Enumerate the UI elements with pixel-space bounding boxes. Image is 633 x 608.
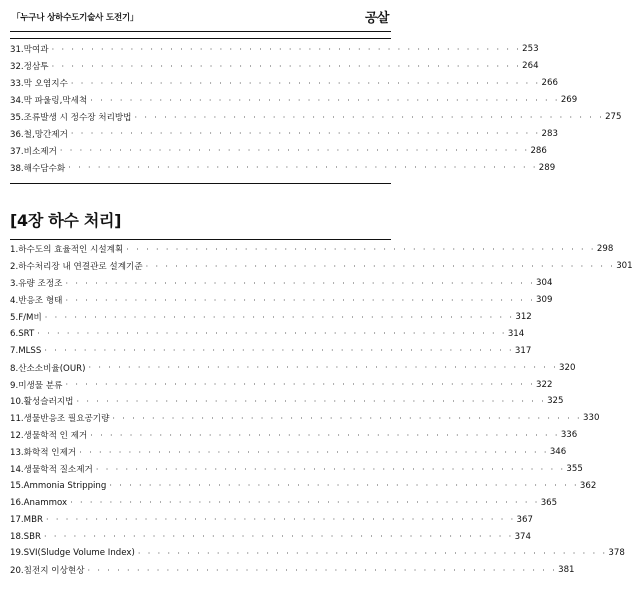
toc-page-number: 309: [536, 295, 553, 306]
toc-page-number: 275: [605, 112, 622, 122]
dot-leader: · · · · · · · · · · · · · · · · · · · · · · · · · · · · · · · · · · · · · · · · · · · · · · · ·: [87, 565, 558, 575]
toc-page-number: 336: [560, 430, 578, 441]
toc-page-number: 378: [608, 548, 625, 559]
toc-entry[interactable]: [10, 75, 558, 92]
toc-page-number: 365: [540, 497, 558, 508]
toc-entry[interactable]: [10, 393, 564, 410]
toc-page-number: 330: [583, 413, 600, 424]
dot-leader: · · · · · · · · · · · · · · · · · · · · · · · · · · · · · · · · · · · · · · · · · · · · · · · ·: [70, 78, 541, 88]
toc-entry[interactable]: [10, 41, 539, 58]
dot-leader: · · · · · · · · · · · · · · · · · · · · · · · · · · · · · · · · · · · · · · · · · · · · · · · ·: [68, 163, 538, 173]
toc-page-number: 304: [536, 278, 553, 289]
header-rule: [10, 31, 391, 32]
toc-entry-title: 33.막 오염지수: [10, 79, 68, 90]
dot-leader: · · · · · · · · · · · · · · · · · · · · · · · · · · · · · · · · · · · · · · · · · · · · · · · ·: [65, 278, 536, 288]
dot-leader: · · · · · · · · · · · · · · · · · · · · · · · · · · · · · · · · · · · · · · · · · · · · · · · ·: [45, 515, 516, 525]
toc-page-number: 301: [616, 261, 633, 272]
dot-leader: · · · · · · · · · · · · · · · · · · · · · · · · · · · · · · · · · · · · · · · · · · · · · · · ·: [90, 95, 560, 105]
toc-entry[interactable]: [10, 58, 539, 75]
toc-page-number: 283: [541, 128, 558, 139]
dot-leader: · · · · · · · · · · · · · · · · · · · · · · · · · · · · · · · · · · · · · · · · · · · · · · · ·: [44, 312, 515, 322]
toc-entry[interactable]: [10, 159, 556, 176]
dot-leader: · · · · · · · · · · · · · · · · · · · · · · · · · · · · · · · · · · · · · · · · · · · · · · · ·: [134, 112, 605, 122]
toc-entry[interactable]: [10, 142, 547, 159]
dot-leader: · · · · · · · · · · · · · · · · · · · · · · · · · · · · · · · · · · · · · · · · · · · · · · · ·: [70, 498, 540, 508]
dot-leader: · · · · · · · · · · · · · · · · · · · · · · · · · · · · · · · · · · · · · · · · · · · · · · · ·: [65, 380, 536, 390]
toc-entry[interactable]: [10, 292, 553, 309]
toc-page-number: 362: [579, 480, 597, 491]
toc-entry-title: 2.하수처리장 내 연결관로 설계기준: [10, 262, 143, 273]
page-header: [10, 10, 391, 26]
toc-entry-title: 7.MLSS: [10, 345, 42, 356]
toc-entry[interactable]: [10, 461, 583, 478]
toc-entry[interactable]: [10, 275, 553, 292]
dot-leader: · · · · · · · · · · · · · · · · · · · · · · · · · · · · · · · · · · · · · · · · · · · · · · · ·: [126, 244, 596, 254]
toc-entry-title: 10.활성슬러지법: [10, 397, 74, 408]
toc-page-number: 346: [549, 447, 567, 458]
toc-page-number: 298: [596, 244, 614, 255]
dot-leader: · · · · · · · · · · · · · · · · · · · · · · · · · · · · · · · · · · · · · · · · · · · · · · · ·: [70, 129, 541, 139]
toc-entry[interactable]: [10, 258, 633, 275]
toc-entry-title: 38.해수담수화: [10, 163, 66, 174]
toc-page-number: 322: [536, 379, 553, 390]
toc-entry-title: 20.침전지 이상현상: [10, 566, 85, 577]
dot-leader: · · · · · · · · · · · · · · · · · · · · · · · · · · · · · · · · · · · · · · · · · · · · · · · ·: [88, 363, 559, 373]
dot-leader: · · · · · · · · · · · · · · · · · · · · · · · · · · · · · · · · · · · · · · · · · · · · · · · ·: [79, 447, 549, 457]
section-bottom-rule: [10, 183, 391, 184]
dot-leader: · · · · · · · · · · · · · · · · · · · · · · · · · · · · · · · · · · · · · · · · · · · · · · · ·: [44, 532, 514, 542]
toc-entry[interactable]: [10, 528, 531, 545]
toc-entry-title: 14.생물학적 질소제거: [10, 465, 93, 476]
toc-entry-title: 19.SVI(Sludge Volume Index): [10, 548, 135, 559]
toc-entry-title: 17.MBR: [10, 514, 43, 525]
toc-entry[interactable]: [10, 359, 576, 376]
toc-entry[interactable]: [10, 241, 614, 258]
toc-entry-title: 3.유량 조정조: [10, 279, 63, 290]
dot-leader: · · · · · · · · · · · · · · · · · · · · · · · · · · · · · · · · · · · · · · · · · · · · · · · ·: [145, 261, 616, 271]
publisher-logo: 공살: [364, 11, 389, 26]
toc-entry[interactable]: [10, 545, 625, 562]
toc-entry-title: 36.철,망간제거: [10, 129, 68, 140]
toc-page-number: 320: [559, 362, 576, 373]
toc-entry-title: 12.생물학적 인 제거: [10, 431, 88, 442]
toc-entry-title: 18.SBR: [10, 531, 41, 542]
toc-entry-title: 11.생물반응조 필요공기량: [10, 414, 110, 425]
toc-entry[interactable]: [10, 309, 532, 326]
dot-leader: · · · · · · · · · · · · · · · · · · · · · · · · · · · · · · · · · · · · · · · · · · · · · · · ·: [51, 44, 522, 54]
toc-entry-title: 1.하수도의 효율적인 시설계획: [10, 245, 124, 256]
toc-entry[interactable]: [10, 109, 622, 126]
dot-leader: · · · · · · · · · · · · · · · · · · · · · · · · · · · · · · · · · · · · · · · · · · · · · · · ·: [95, 464, 566, 474]
toc-page-number: 374: [514, 531, 531, 542]
toc-page-number: 355: [566, 464, 583, 475]
toc-entry-title: 35.조류발생 시 정수장 처리방법: [10, 113, 132, 123]
dot-leader: · · · · · · · · · · · · · · · · · · · · · · · · · · · · · · · · · · · · · · · · · · · · · · · ·: [76, 396, 547, 406]
book-title: 「누구나 상하수도기술사 도전기」: [12, 13, 139, 23]
toc-entry-title: 9.미생물 분류: [10, 380, 63, 391]
toc-page-number: 312: [515, 312, 532, 322]
toc-entry-title: 34.막 파울링,막세척: [10, 96, 88, 107]
toc-entry-title: 6.SRT: [10, 328, 35, 339]
toc-entry-title: 4.반응조 형태: [10, 296, 63, 307]
dot-leader: · · · · · · · · · · · · · · · · · · · · · · · · · · · · · · · · · · · · · · · · · · · · · · · ·: [112, 413, 583, 423]
toc-entry-title: 5.F/M비: [10, 313, 42, 323]
dot-leader: · · · · · · · · · · · · · · · · · · · · · · · · · · · · · · · · · · · · · · · · · · · · · · · ·: [137, 548, 608, 558]
toc-entry-title: 16.Anammox: [10, 497, 68, 508]
toc-page-number: 269: [560, 95, 578, 106]
toc-entry[interactable]: [10, 444, 567, 461]
toc-entry-title: 32.정삼투: [10, 62, 49, 73]
toc-entry[interactable]: [10, 427, 578, 444]
toc-entry-title: 13.화학적 인제거: [10, 448, 77, 459]
chapter-heading: [4장 하수 처리]: [10, 211, 122, 230]
dot-leader: · · · · · · · · · · · · · · · · · · · · · · · · · · · · · · · · · · · · · · · · · · · · · · · ·: [59, 146, 530, 156]
dot-leader: · · · · · · · · · · · · · · · · · · · · · · · · · · · · · · · · · · · · · · · · · · · · · · · ·: [65, 295, 536, 305]
toc-page-number: 317: [514, 345, 532, 356]
toc-entry[interactable]: [10, 92, 578, 109]
toc-page-number: 266: [541, 78, 558, 89]
toc-page-number: 253: [522, 44, 539, 55]
toc-entry[interactable]: [10, 494, 558, 511]
toc-entry[interactable]: [10, 325, 525, 342]
toc-entry-title: 8.산소소비율(OUR): [10, 363, 86, 374]
dot-leader: · · · · · · · · · · · · · · · · · · · · · · · · · · · · · · · · · · · · · · · · · · · · · · · ·: [51, 61, 522, 71]
toc-page-number: 289: [538, 162, 556, 173]
toc-entry[interactable]: [10, 477, 597, 494]
toc-entry[interactable]: [10, 125, 558, 142]
toc-entry[interactable]: [10, 342, 532, 359]
toc-page-number: 381: [558, 565, 575, 576]
toc-entry-title: 31.막여과: [10, 45, 49, 56]
toc-entry-title: 37.비소제거: [10, 146, 57, 157]
toc-section: [10, 41, 622, 176]
toc-entry[interactable]: [10, 562, 575, 579]
toc-page-number: 264: [522, 61, 539, 72]
toc-entry-title: 15.Ammonia Stripping: [10, 480, 107, 491]
toc-page-number: 286: [530, 145, 547, 156]
dot-leader: · · · · · · · · · · · · · · · · · · · · · · · · · · · · · · · · · · · · · · · · · · · · · · · ·: [90, 430, 560, 440]
toc-page-number: 325: [547, 396, 564, 407]
dot-leader: · · · · · · · · · · · · · · · · · · · · · · · · · · · · · · · · · · · · · · · · · · · · · · · ·: [37, 329, 507, 339]
dot-leader: · · · · · · · · · · · · · · · · · · · · · · · · · · · · · · · · · · · · · · · · · · · · · · · ·: [109, 481, 579, 491]
toc-entry[interactable]: [10, 376, 553, 393]
toc-chapter-list: [10, 241, 633, 579]
dot-leader: · · · · · · · · · · · · · · · · · · · · · · · · · · · · · · · · · · · · · · · · · · · · · · · ·: [44, 346, 514, 356]
section-top-rule: [10, 38, 391, 39]
chapter-top-rule: [10, 239, 391, 240]
toc-entry[interactable]: [10, 511, 533, 528]
toc-page-number: 314: [507, 328, 525, 339]
toc-entry[interactable]: [10, 410, 600, 427]
toc-page-number: 367: [516, 514, 533, 525]
